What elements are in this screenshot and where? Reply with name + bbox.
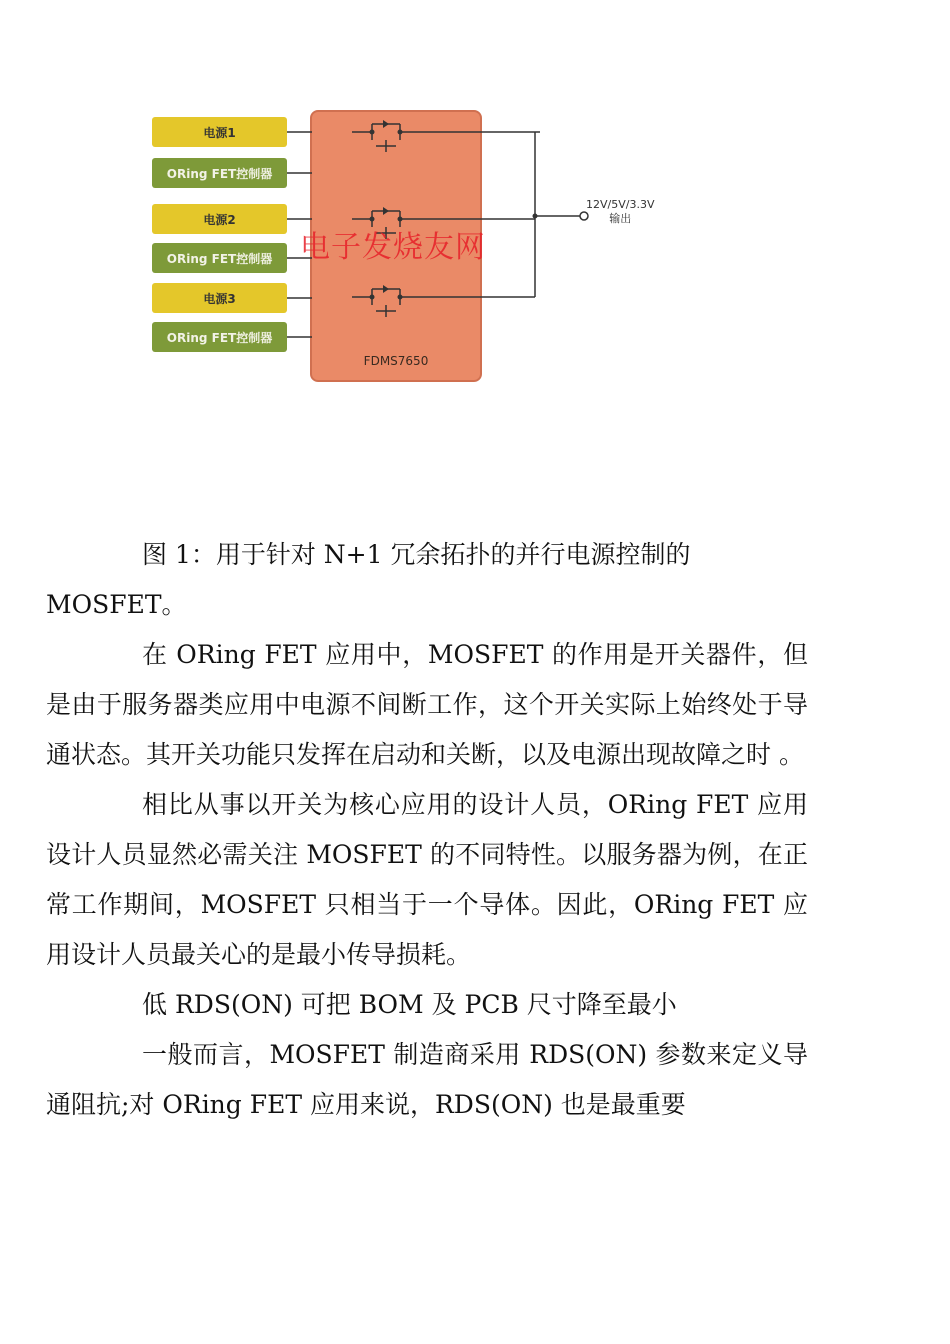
output-label <box>586 198 654 226</box>
section-heading: 低 RDS(ON) 可把 BOM 及 PCB 尺寸降至最小 <box>142 990 677 1019</box>
oring-controller-3: ORing FET控制器 <box>152 322 287 352</box>
paragraph-3: 一般而言，MOSFET 制造商采用 RDS(ON) 参数来定义导通阻抗;对 ORing FET 应用来说，RDS(ON) 也是最重要 <box>46 1040 808 1119</box>
paragraph-2: 相比从事以开关为核心应用的设计人员，ORing FET 应用设计人员显然必需关注 MOSFET 的不同特性。以服务器为例，在正常工作期间，MOSFET 只相当于一个导体。因此，ORing FET 应用设计人员最关心的是最小传导损耗。 <box>46 790 808 969</box>
circuit-figure <box>140 100 700 400</box>
power-source-3: 电源3 <box>152 283 287 313</box>
power-source-1: 电源1 <box>152 117 287 147</box>
watermark: 电子发烧友网 <box>300 230 486 265</box>
chip-label: FDMS7650 <box>363 354 429 368</box>
figure-caption: 图 1：用于针对 N+1 冗余拓扑的并行电源控制的 <box>142 540 691 569</box>
output-voltage: 12V/5V/3.3V <box>586 198 655 211</box>
paragraph-1: 在 ORing FET 应用中，MOSFET 的作用是开关器件，但是由于服务器类应用中电源不间断工作，这个开关实际上始终处于导通状态。其开关功能只发挥在启动和关断，以及电源出现故障之时 。 <box>46 640 808 769</box>
oring-controller-2: ORing FET控制器 <box>152 243 287 273</box>
body-text <box>46 530 808 1130</box>
power-source-2: 电源2 <box>152 204 287 234</box>
oring-controller-1: ORing FET控制器 <box>152 158 287 188</box>
output-text: 输出 <box>609 212 632 225</box>
figure-caption-cont: MOSFET。 <box>46 590 187 619</box>
